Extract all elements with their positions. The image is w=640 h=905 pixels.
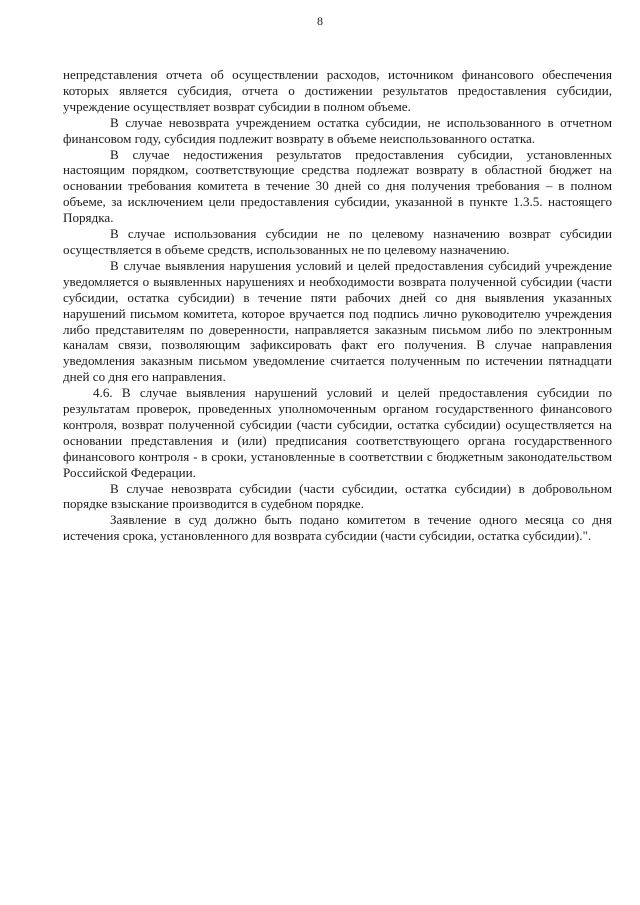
page-number: 8	[317, 14, 323, 28]
paragraph-4-6: 4.6. В случае выявления нарушений условий и целей предоставления субсидии по результатам проверок, проведенных уполномоченным органом государственного финансового контроля, возврат полученной субсидии (части субсидии, остатка субсидии) осуществляется на основании представления и (или) предписания соответствующего органа государственного финансового контроля - в сроки, установленные в соответствии с бюджетным законодательством Российской Федерации.	[63, 385, 612, 480]
paragraph-results-not-achieved: В случае недостижения результатов предоставления субсидии, установленных настоящим порядком, соответствующие средства подлежат возврату в областной бюджет на основании требования комитета в течение 30 дней со дня получения требования – в полном объеме, за исключением цели предоставления субсидии, указанной в пункте 1.3.5. настоящего Порядка.	[63, 146, 612, 226]
paragraph-violation-notice: В случае выявления нарушения условий и целей предоставления субсидий учреждение уведомляется о выявленных нарушениях и необходимости возврата полученной субсидии (части субсидии, остатка субсидии) в течение пяти рабочих дней со дня выявления указанных нарушений письмом комитета, которое вручается под подпись лично руководителю учреждения либо представителям по доверенности, направляется заказным письмом либо по электронным каналам связи, позволяющим зафиксировать факт его получения. В случае направления уведомления заказным письмом уведомление считается полученным по истечении пятнадцати дней со дня его направления.	[63, 257, 612, 385]
paragraph-continuation: непредставления отчета об осуществлении расходов, источником финансового обеспечения которых является субсидия, отчета о достижении результатов предоставления субсидии, учреждение осуществляет возврат субсидии в полном объеме.	[63, 67, 612, 114]
paragraph-misuse: В случае использования субсидии не по целевому назначению возврат субсидии осуществляется в объеме средств, использованных не по целевому назначению.	[63, 226, 612, 257]
document-body	[63, 67, 612, 544]
paragraph-unreturned-balance: В случае невозврата учреждением остатка субсидии, не использованного в отчетном финансовом году, субсидия подлежит возврату в объеме неиспользованного остатка.	[63, 114, 612, 146]
paragraph-court-recovery: В случае невозврата субсидии (части субсидии, остатка субсидии) в добровольном порядке взыскание производится в судебном порядке.	[63, 480, 612, 512]
paragraph-court-application: Заявление в суд должно быть подано комитетом в течение одного месяца со дня истечения срока, установленного для возврата субсидии (части субсидии, остатка субсидии).".	[63, 512, 612, 544]
